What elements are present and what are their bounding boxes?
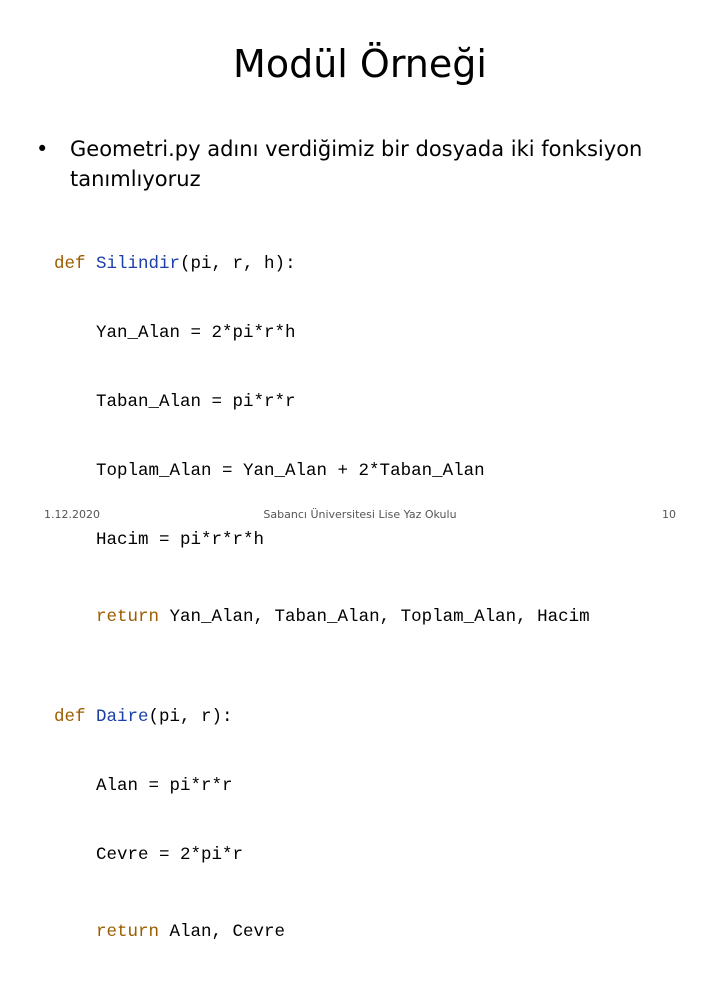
- code-statement: Hacim = pi*r*r*h: [96, 530, 265, 550]
- code-line: [54, 844, 590, 867]
- code-line: [54, 322, 590, 345]
- return-keyword: return: [96, 607, 160, 627]
- def-keyword: def: [54, 254, 86, 274]
- return-keyword: return: [96, 922, 160, 942]
- return-values-silindir: Yan_Alan, Taban_Alan, Toplam_Alan, Hacim: [159, 607, 590, 627]
- code-block: [54, 207, 590, 990]
- code-line-def-daire: [54, 706, 590, 729]
- function-params-daire: (pi, r):: [148, 707, 233, 727]
- code-statement: Alan = pi*r*r: [96, 776, 233, 796]
- code-line: [54, 529, 590, 552]
- footer-date: 1.12.2020: [44, 508, 100, 521]
- bullet-dot: •: [36, 137, 49, 161]
- slide-title: Modül Örneği: [233, 42, 487, 86]
- function-name-silindir: Silindir: [96, 254, 181, 274]
- code-line-return-silindir: [54, 606, 590, 629]
- code-statement: Toplam_Alan = Yan_Alan + 2*Taban_Alan: [96, 461, 485, 481]
- footer-page-number: 10: [662, 508, 676, 521]
- return-values-daire: Alan, Cevre: [159, 922, 286, 942]
- code-line-def-silindir: [54, 253, 590, 276]
- code-statement: Yan_Alan = 2*pi*r*h: [96, 323, 296, 343]
- footer-organization: Sabancı Üniversitesi Lise Yaz Okulu: [263, 508, 457, 521]
- code-line: [54, 391, 590, 414]
- bullet-text: Geometri.py adını verdiğimiz bir dosyada iki fonksiyon tanımlıyoruz: [70, 137, 643, 191]
- function-params-silindir: (pi, r, h):: [180, 254, 296, 274]
- function-name-daire: Daire: [96, 707, 149, 727]
- code-line: [54, 460, 590, 483]
- code-statement: Taban_Alan = pi*r*r: [96, 392, 296, 412]
- code-statement: Cevre = 2*pi*r: [96, 845, 244, 865]
- code-line: [54, 775, 590, 798]
- def-keyword: def: [54, 707, 86, 727]
- code-line-return-daire: [54, 921, 590, 944]
